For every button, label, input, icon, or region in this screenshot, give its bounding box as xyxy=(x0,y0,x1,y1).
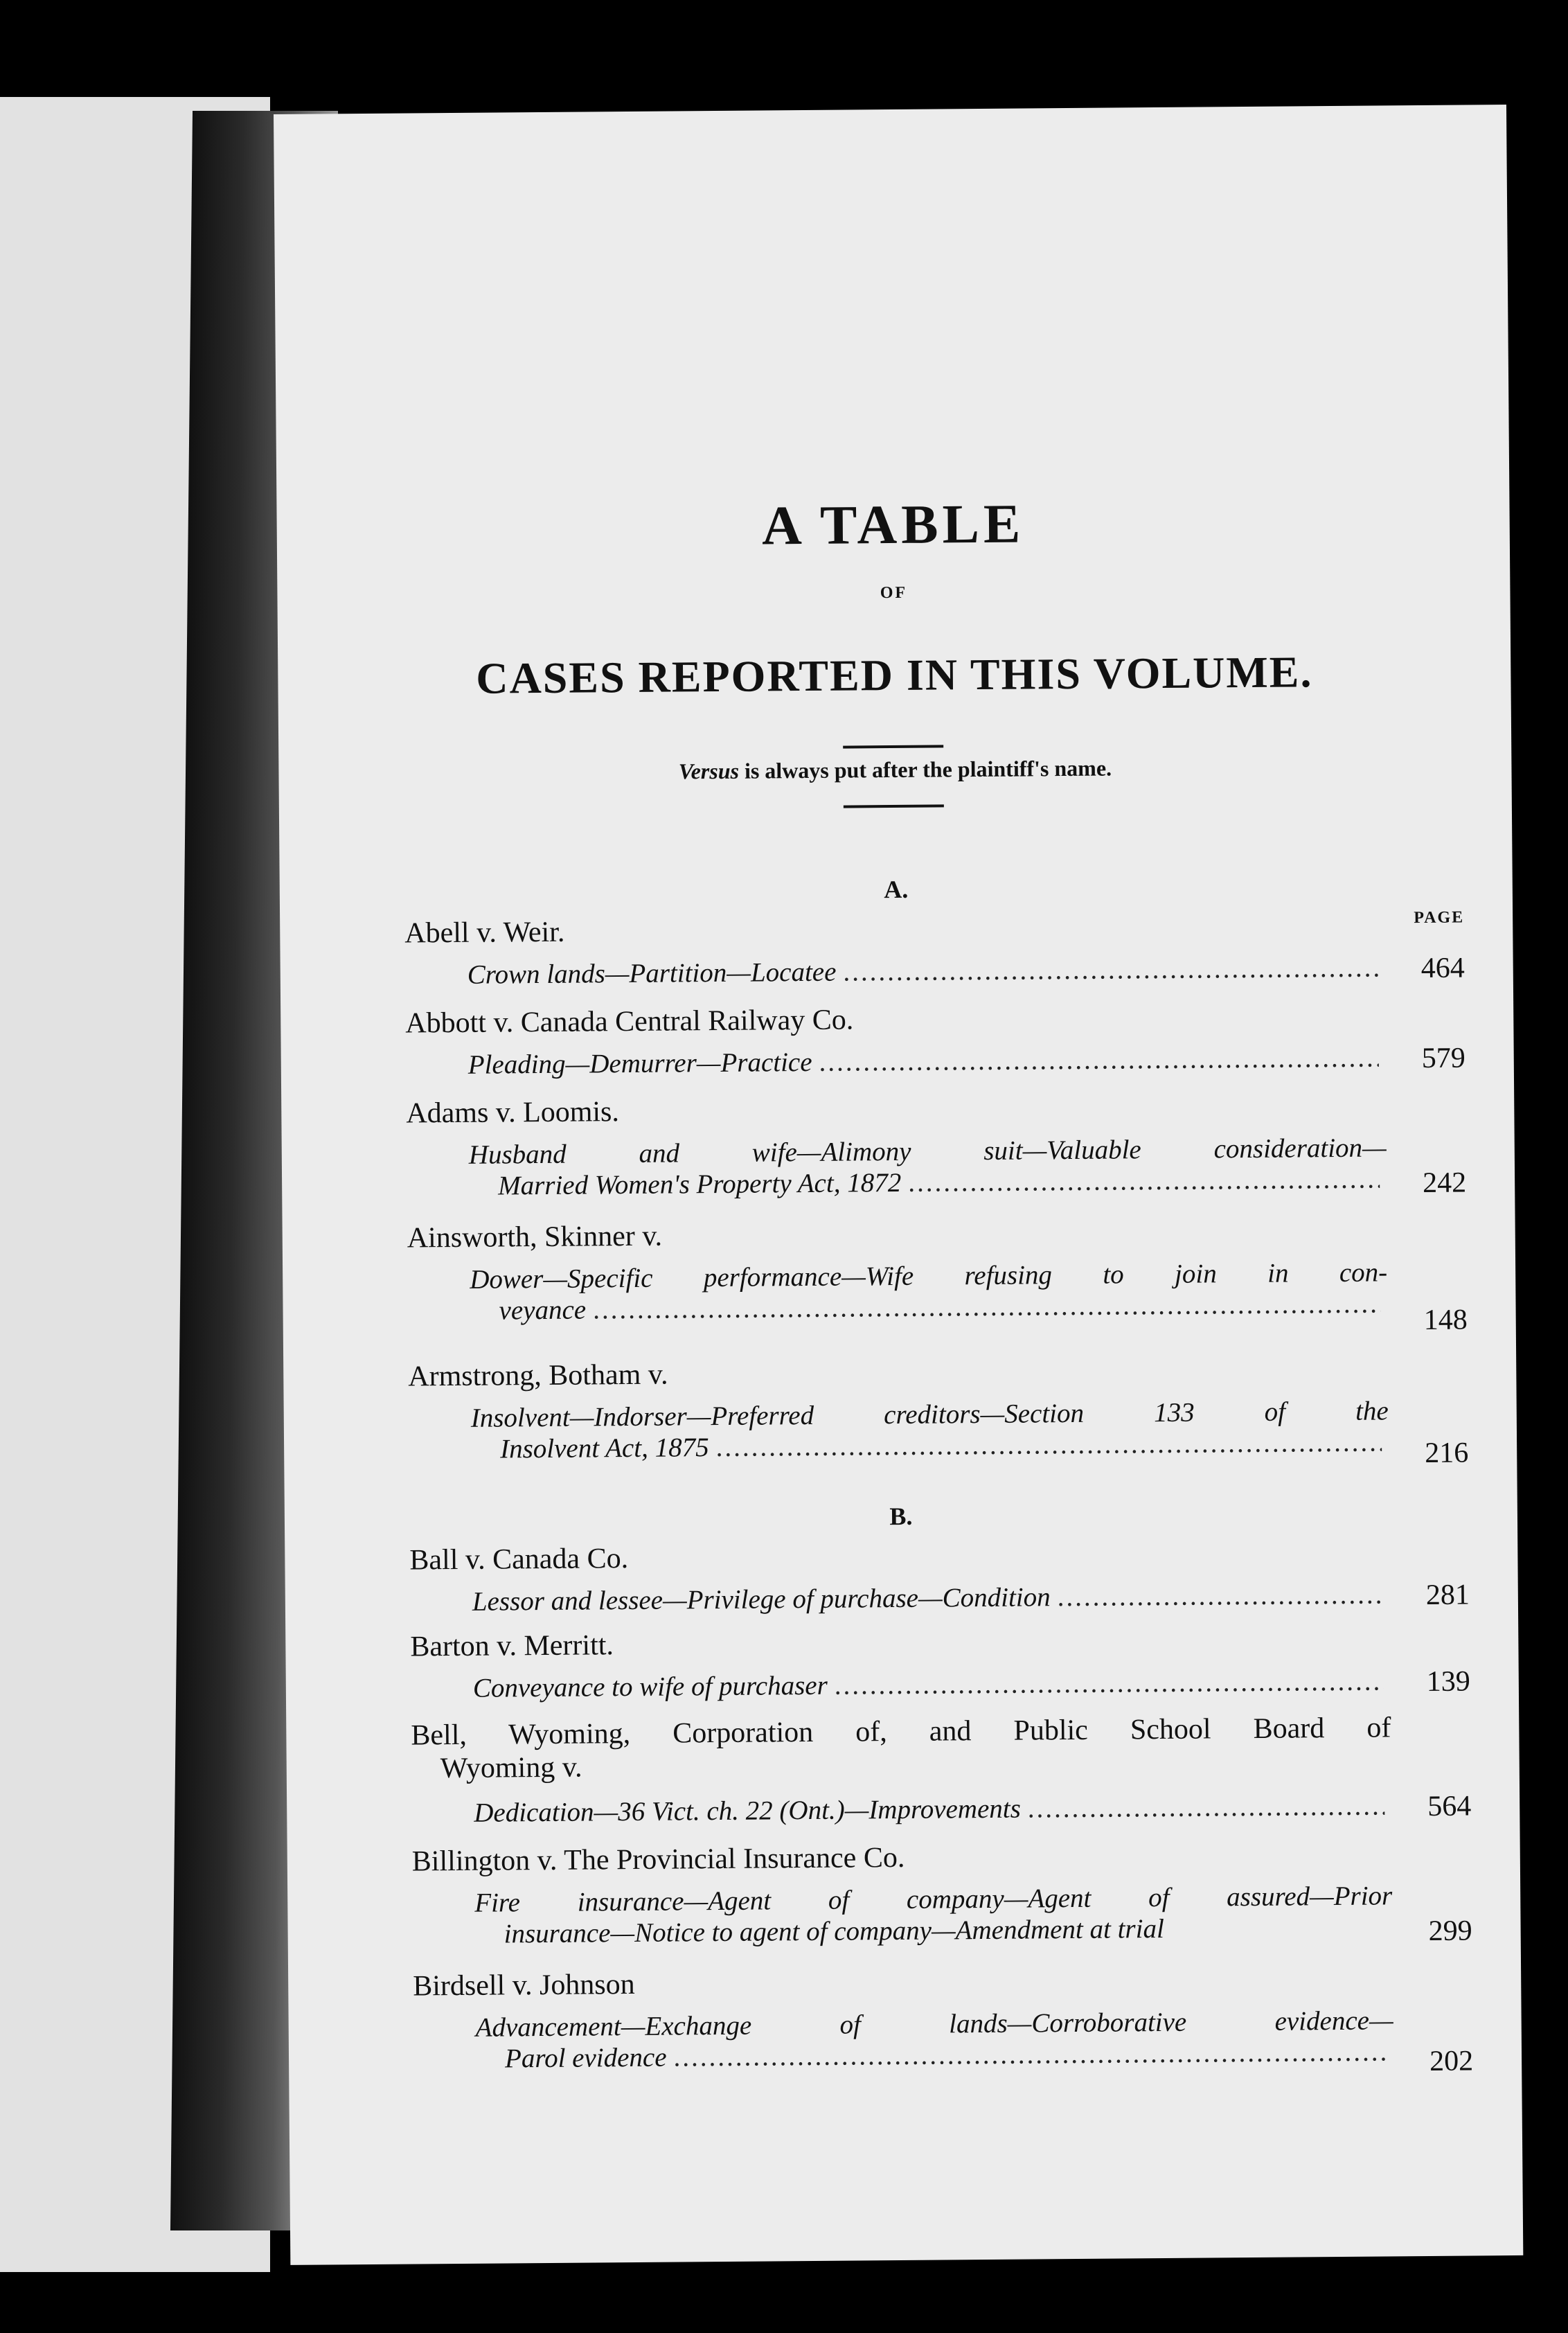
page-subtitle: CASES REPORTED IN THIS VOLUME. xyxy=(476,647,1313,703)
subject-line: Lessor and lessee—Privilege of purchase—Condition xyxy=(472,1582,1051,1617)
case-subject xyxy=(474,1880,1393,1949)
leader-dots xyxy=(1028,1790,1385,1824)
case-name: Barton v. Merritt. xyxy=(410,1629,614,1663)
section-letter-b: B. xyxy=(889,1502,913,1531)
section-letter-a: A. xyxy=(884,875,909,904)
case-name: Ball v. Canada Co. xyxy=(409,1543,629,1577)
leader-dots xyxy=(1057,1579,1383,1613)
case-subject xyxy=(471,1395,1389,1464)
case-name: Armstrong, Botham v. xyxy=(408,1358,668,1393)
page-number: 216 xyxy=(1425,1437,1469,1470)
case-subject xyxy=(467,952,1385,990)
page-number: 139 xyxy=(1426,1665,1471,1698)
case-name-line: Wyoming v. xyxy=(440,1751,582,1785)
subject-line: Conveyance to wife of purchaser xyxy=(472,1670,828,1703)
case-name-line: Bell, Wyoming, Corporation of, and Public School Board of xyxy=(411,1712,1391,1752)
leader-dots xyxy=(593,1288,1381,1325)
subject-line: Dedication—36 Vict. ch. 22 (Ont.)—Improvements xyxy=(474,1793,1022,1828)
versus-word: Versus xyxy=(678,758,740,784)
leader-dots xyxy=(908,1164,1380,1198)
divider-top xyxy=(843,745,943,748)
subject-line: Crown lands—Partition—Locatee xyxy=(467,957,837,990)
leader-dots xyxy=(819,1043,1379,1078)
subject-line: Parol evidence xyxy=(504,2042,667,2074)
case-name: Birdsell v. Johnson xyxy=(413,1968,635,2003)
case-name: Adams v. Loomis. xyxy=(406,1096,620,1130)
subject-line: Dower—Specific performance—Wife refusing to join in con- xyxy=(470,1257,1388,1295)
leader-dots xyxy=(673,2036,1387,2073)
page-number: 242 xyxy=(1422,1166,1467,1200)
case-name: Ainsworth, Skinner v. xyxy=(407,1220,663,1254)
case-name: Abbott v. Canada Central Railway Co. xyxy=(405,1004,854,1040)
case-subject xyxy=(472,1579,1390,1617)
page-number: 564 xyxy=(1427,1790,1472,1822)
title-connector: OF xyxy=(880,583,908,603)
subject-line: Husband and wife—Alimony suit—Valuable consideration— xyxy=(468,1133,1387,1170)
page-title: A TABLE xyxy=(761,493,1025,557)
leader-dots xyxy=(835,1665,1384,1701)
case-subject xyxy=(469,1132,1387,1201)
subject-line: Insolvent—Indorser—Preferred creditors—Section 133 of the xyxy=(470,1396,1389,1433)
case-subject xyxy=(474,1790,1391,1828)
page-number: 148 xyxy=(1423,1304,1468,1337)
page-number: 464 xyxy=(1420,952,1465,985)
subject-line: Insolvent Act, 1875 xyxy=(499,1432,709,1464)
subject-line: Fire insurance—Agent of company—Agent of assured—Prior xyxy=(474,1881,1393,1918)
case-subject xyxy=(470,1257,1388,1326)
versus-note xyxy=(278,752,1511,788)
page-number: 281 xyxy=(1425,1579,1470,1611)
subject-line: Advancement—Exchange of lands—Corroborative evidence— xyxy=(475,2005,1393,2043)
subject-line: veyance xyxy=(499,1295,587,1326)
page-number: 202 xyxy=(1429,2045,1474,2077)
subject-line: Married Women's Property Act, 1872 xyxy=(497,1167,902,1201)
case-subject xyxy=(473,1665,1391,1703)
divider-bottom xyxy=(844,804,944,808)
case-name: Abell v. Weir. xyxy=(404,916,565,950)
case-name: Billington v. The Provincial Insurance Co. xyxy=(411,1841,905,1878)
leader-dots xyxy=(715,1426,1382,1463)
subject-line: Pleading—Demurrer—Practice xyxy=(467,1047,812,1080)
leader-dots xyxy=(843,952,1378,988)
case-subject xyxy=(476,2005,1394,2074)
page-number: 299 xyxy=(1428,1915,1472,1947)
versus-note-text: is always put after the plaintiff's name. xyxy=(738,755,1112,783)
page-number: 579 xyxy=(1421,1042,1465,1075)
case-subject xyxy=(468,1042,1386,1080)
page-column-label: PAGE xyxy=(1414,908,1465,928)
document-page xyxy=(274,105,1523,2265)
case-name xyxy=(411,1711,1391,1785)
subject-line: insurance—Notice to agent of company—Amendment at trial xyxy=(504,1913,1164,1949)
